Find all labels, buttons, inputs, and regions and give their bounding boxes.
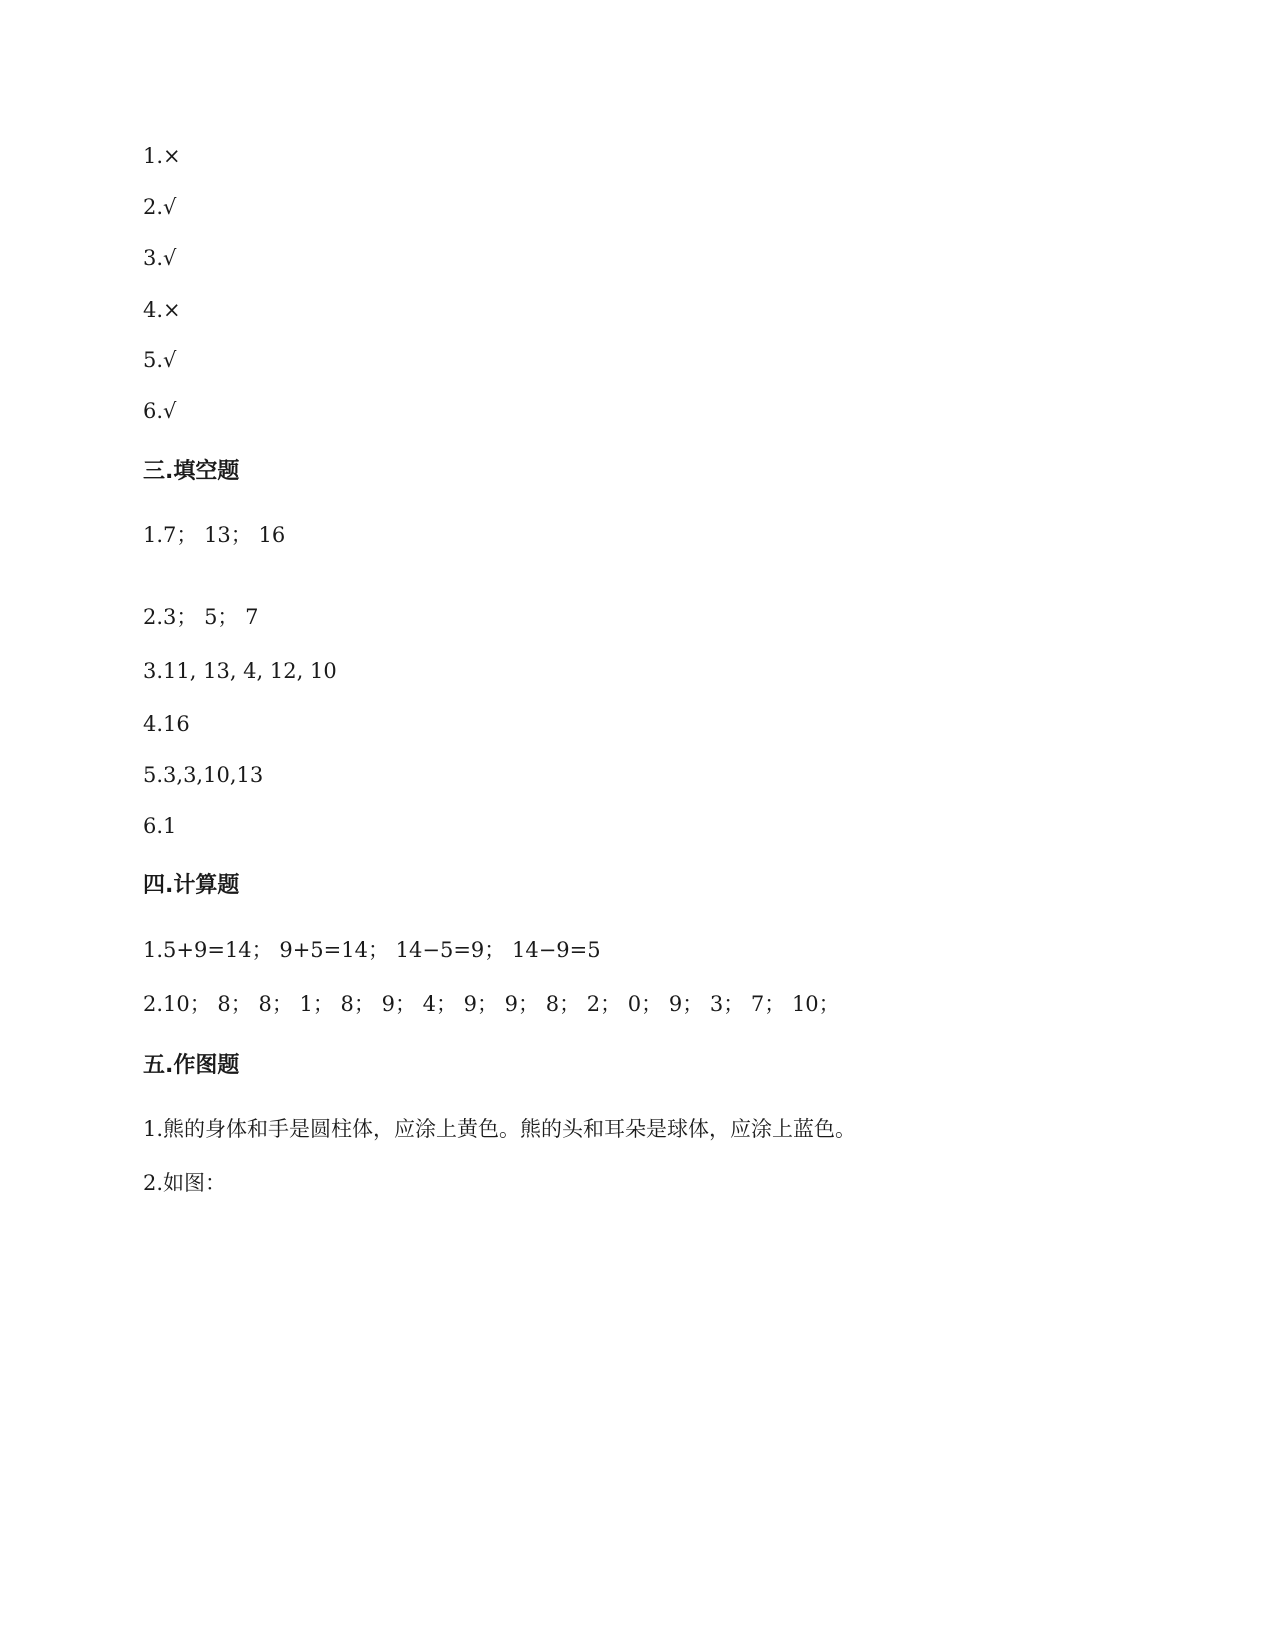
judgement-answer-3: 3.√ [143, 246, 177, 270]
fill-in-answer-2: 2.3； 5； 7 [143, 605, 259, 629]
fill-in-answer-1: 1.7； 13； 16 [143, 523, 286, 547]
section-heading-drawing: 五.作图题 [143, 1053, 240, 1078]
section-heading-fill-in: 三.填空题 [143, 459, 240, 484]
fill-in-answer-6: 6.1 [143, 814, 177, 838]
calculation-answer-2: 2.10； 8； 8； 1； 8； 9； 4； 9； 9； 8； 2； 0； 9； 3； 7； 10； [143, 992, 840, 1016]
judgement-answer-4: 4.× [143, 298, 181, 322]
judgement-answer-5: 5.√ [143, 348, 177, 372]
fill-in-answer-4: 4.16 [143, 712, 190, 736]
calculation-answer-1: 1.5+9=14； 9+5=14； 14−5=9； 14−9=5 [143, 938, 601, 962]
fill-in-answer-5: 5.3,3,10,13 [143, 763, 264, 787]
drawing-answer-2: 2.如图： [143, 1171, 227, 1195]
judgement-answer-1: 1.× [143, 144, 181, 168]
judgement-answer-2: 2.√ [143, 195, 177, 219]
fill-in-answer-3: 3.11, 13, 4, 12, 10 [143, 659, 337, 683]
judgement-answer-6: 6.√ [143, 399, 177, 423]
drawing-answer-1: 1.熊的身体和手是圆柱体，应涂上黄色。熊的头和耳朵是球体，应涂上蓝色。 [143, 1117, 857, 1141]
section-heading-calculation: 四.计算题 [143, 873, 240, 898]
